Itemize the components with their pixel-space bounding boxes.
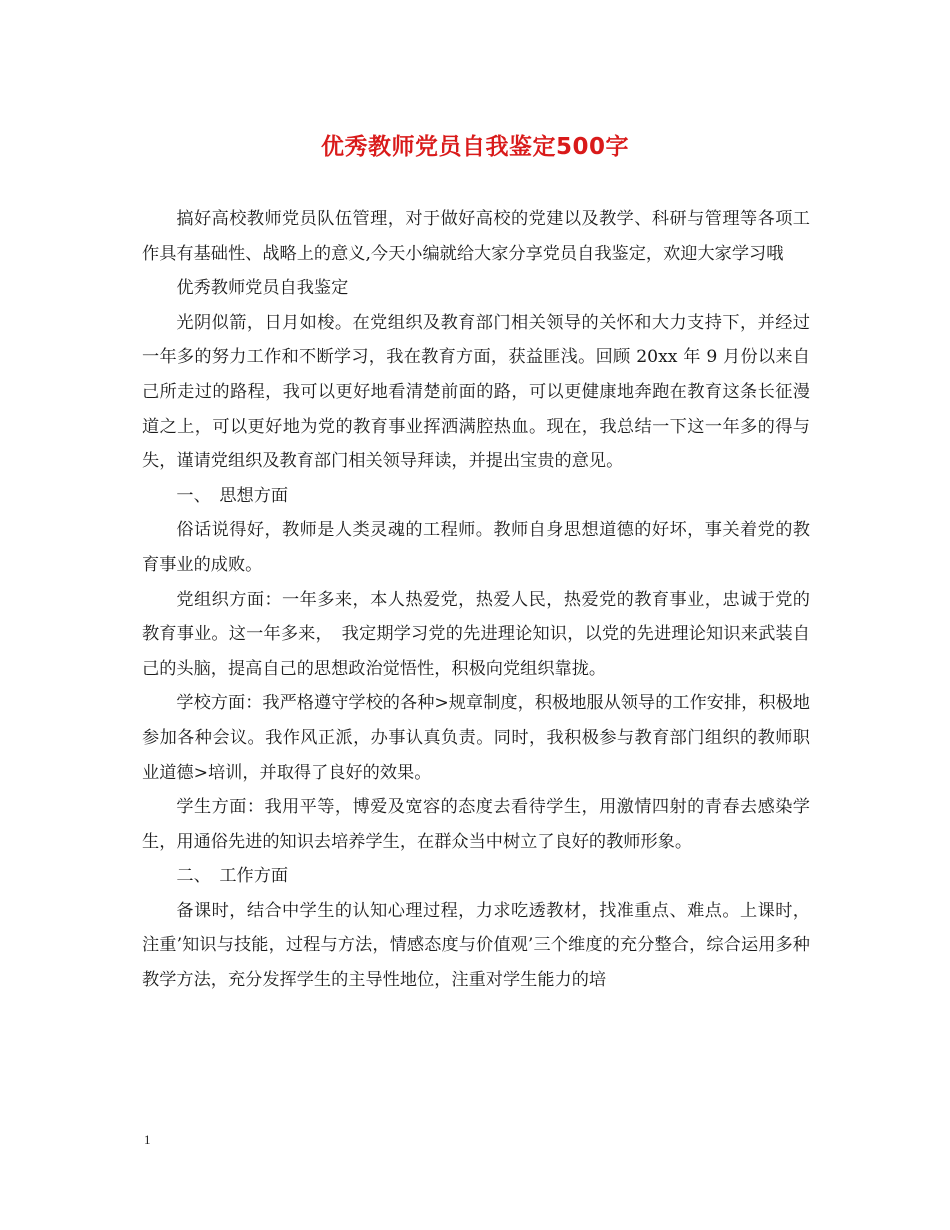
students-paragraph: 学生方面：我用平等，博爱及宽容的态度去看待学生，用激情四射的青春去感染学生，用通俗先进的知识去培养学生，在群众当中树立了良好的教师形象。: [142, 797, 810, 852]
party-paragraph: 党组织方面：一年多来，本人热爱党，热爱人民，热爱党的教育事业，忠诚于党的教育事业。这一年多来， 我定期学习党的先进理论知识，以党的先进理论知识来武装自己的头脑，提高自己的思想政治觉悟性，积极向党组织靠拢。: [142, 589, 810, 679]
section-heading-work: 二、 工作方面: [176, 866, 289, 887]
summary-paragraph: 光阴似箭，日月如梭。在党组织及教育部门相关领导的关怀和大力支持下，并经过一年多的努力工作和不断学习，我在教育方面，获益匪浅。回顾 20xx 年 9 月份以来自己所走过的路程，我可以更好地看清楚前面的路，可以更健康地奔跑在教育这条长征漫道之上，可以更好地为党的教育事业挥洒满腔热血。现在，我总结一下这一年多的得与失，谨请党组织及教育部门相关领导拜读，并提出宝贵的意见。: [142, 312, 810, 472]
section-heading-ideology: 一、 思想方面: [176, 485, 289, 506]
section-subtitle: 优秀教师党员自我鉴定: [176, 278, 349, 299]
intro-paragraph: 搞好高校教师党员队伍管理，对于做好高校的党建以及教学、科研与管理等各项工作具有基础性、战略上的意义,今天小编就给大家分享党员自我鉴定，欢迎大家学习哦: [142, 209, 810, 264]
work-paragraph: 备课时，结合中学生的认知心理过程，力求吃透教材，找准重点、难点。上课时，注重’知识与技能，过程与方法，情感态度与价值观’三个维度的充分整合，综合运用多种教学方法，充分发挥学生的主导性地位，注重对学生能力的培: [142, 900, 810, 991]
document-title: 优秀教师党员自我鉴定500字: [320, 134, 629, 160]
ideology-paragraph: 俗话说得好，教师是人类灵魂的工程师。教师自身思想道德的好坏，事关着党的教育事业的成败。: [142, 520, 810, 575]
school-paragraph: 学校方面：我严格遵守学校的各种>规章制度，积极地服从领导的工作安排，积极地参加各种会议。我作风正派，办事认真负责。同时，我积极参与教育部门组织的教师职业道德>培训，并取得了良好的效果。: [142, 693, 810, 783]
document-body: [142, 202, 810, 998]
page-number: 1: [144, 1132, 151, 1147]
